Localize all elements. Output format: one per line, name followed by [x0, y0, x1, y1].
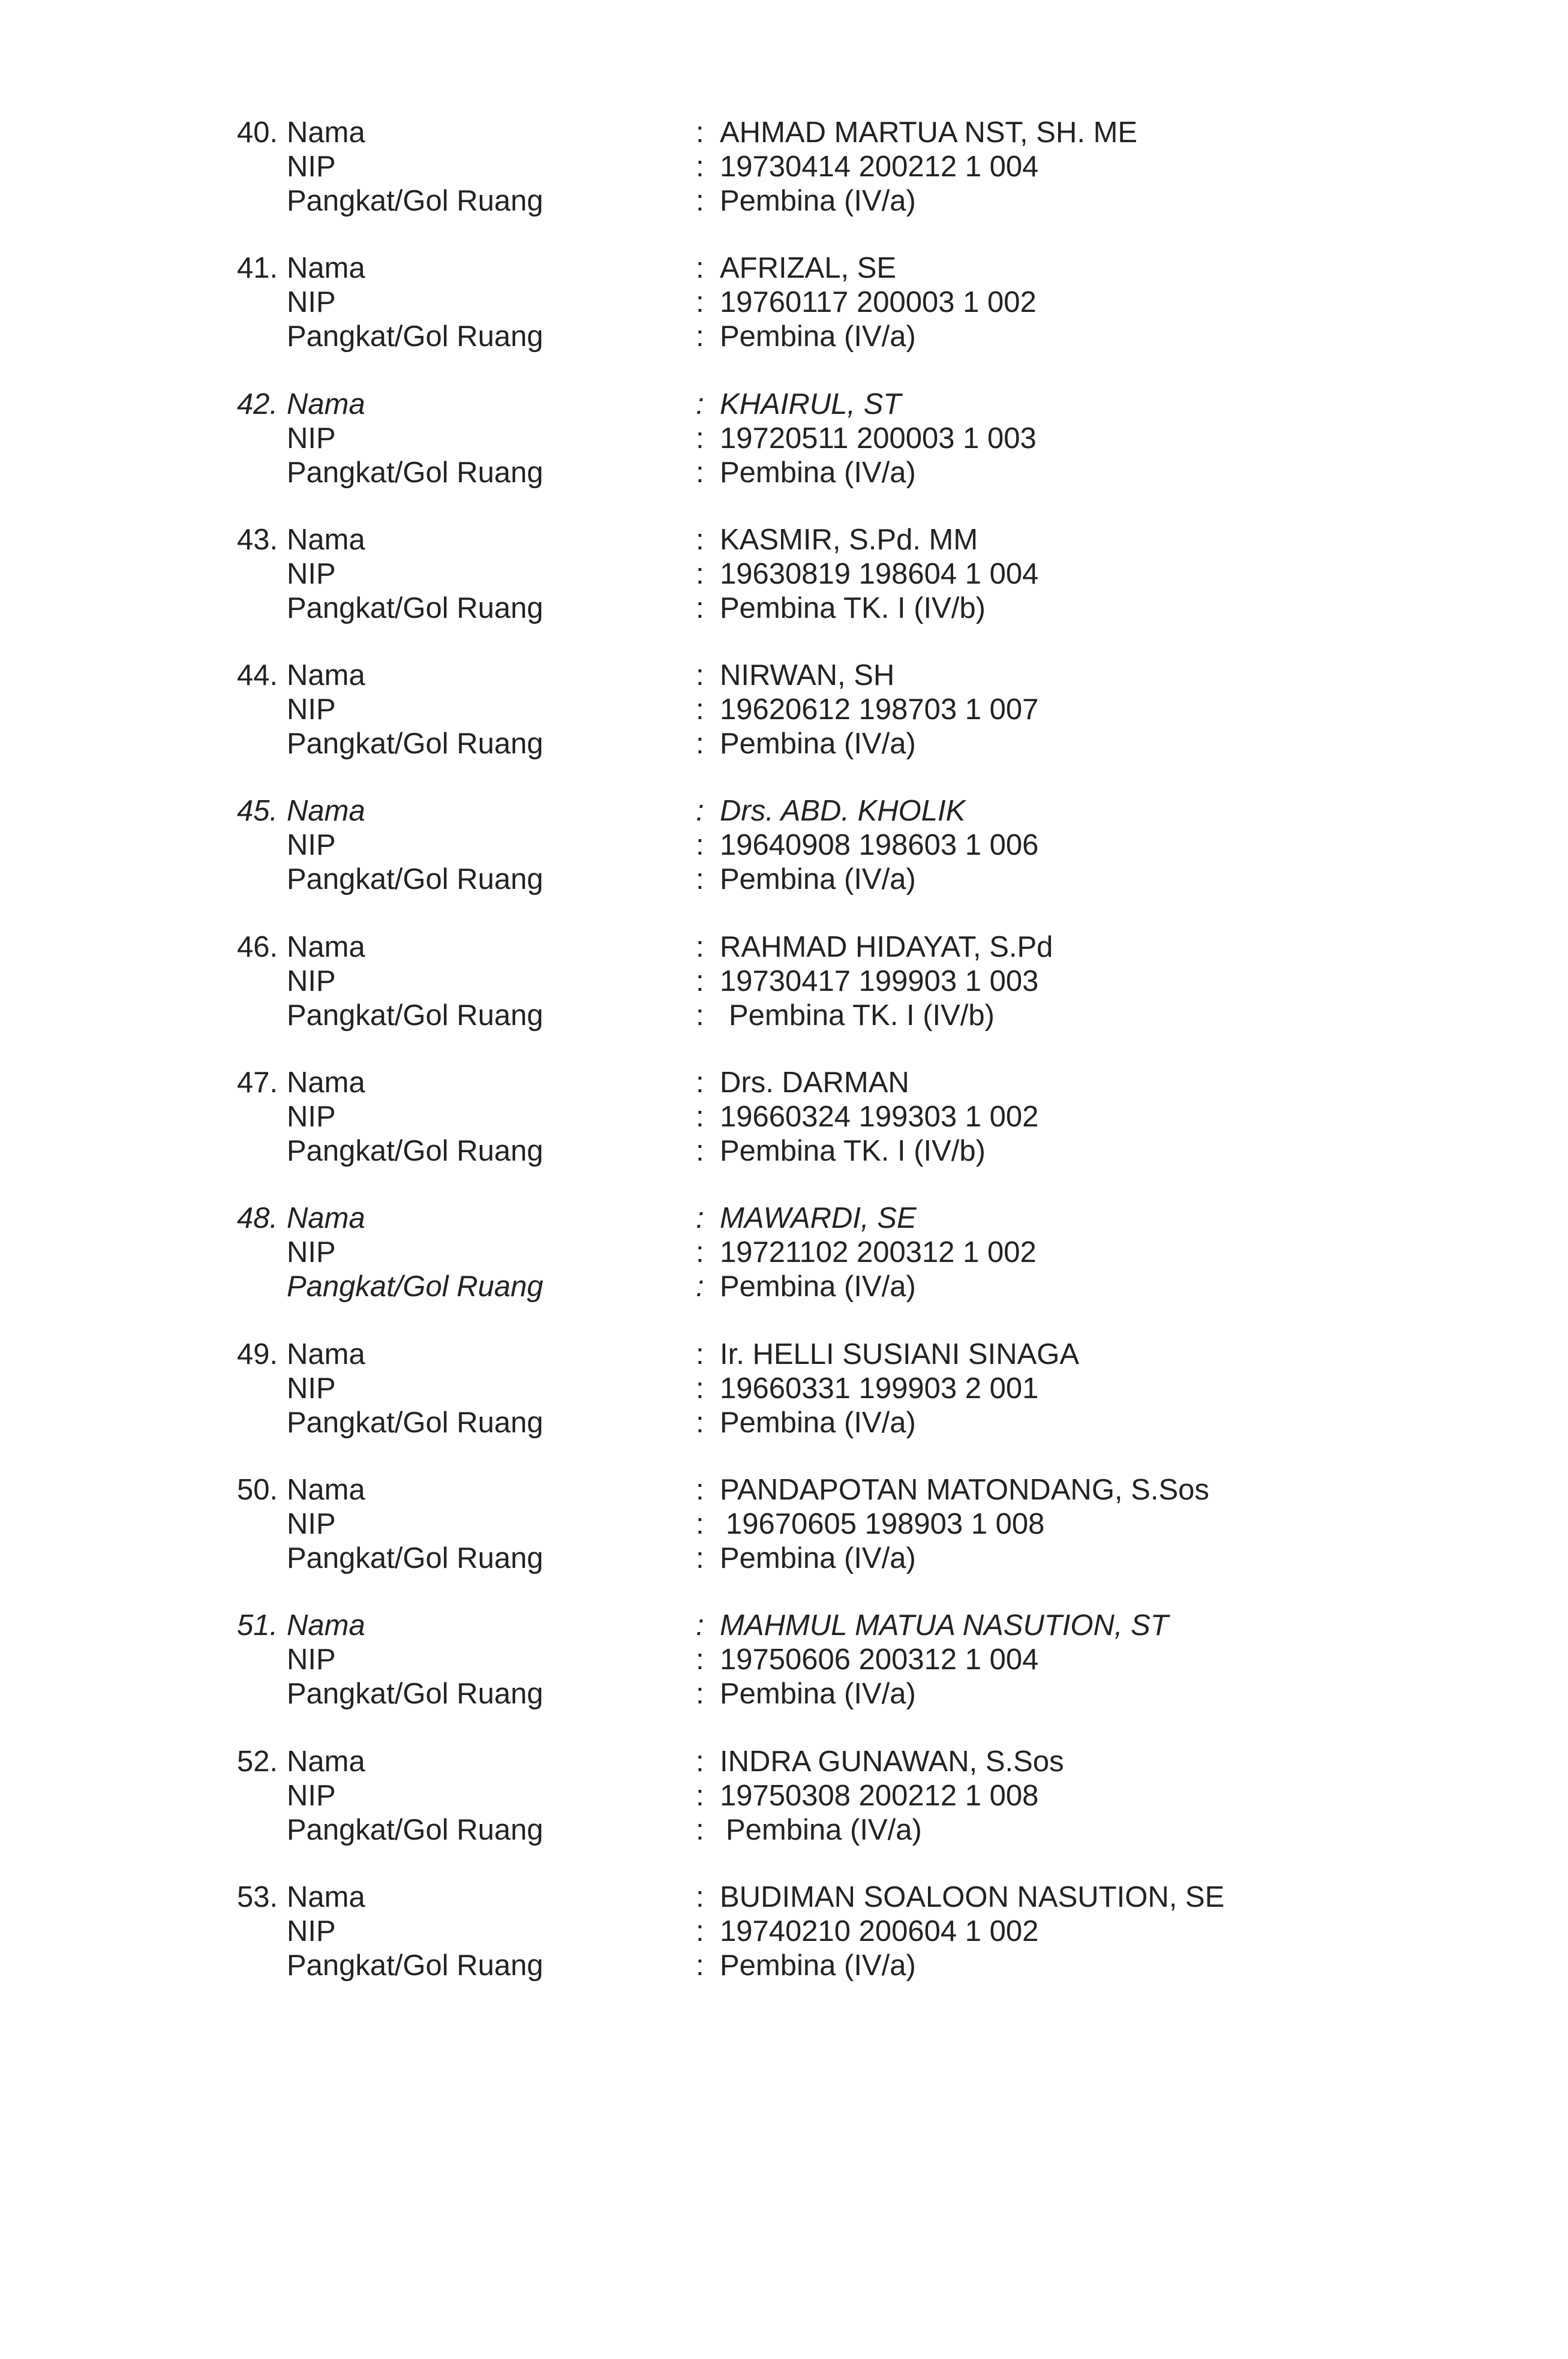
rank-value: Pembina (IV/a) — [720, 185, 916, 217]
name-value: AFRIZAL, SE — [720, 252, 897, 285]
colon: : — [696, 930, 704, 963]
entry-number: 46. — [237, 930, 278, 963]
colon: : — [696, 1915, 704, 1948]
nip-row — [237, 422, 1317, 456]
rank-value: Pembina (IV/a) — [720, 1678, 916, 1711]
rank-label: Pangkat/Gol Ruang — [287, 320, 543, 353]
colon: : — [696, 659, 704, 692]
nip-label: NIP — [287, 964, 336, 997]
colon: : — [696, 1372, 704, 1405]
employee-entry — [237, 1473, 1317, 1609]
rank-label: Pangkat/Gol Ruang — [287, 1135, 543, 1168]
colon: : — [696, 286, 704, 319]
employee-list — [237, 116, 1317, 2016]
colon: : — [696, 1338, 704, 1371]
nip-row — [237, 1643, 1317, 1677]
name-value: RAHMAD HIDAYAT, S.Pd — [720, 930, 1053, 963]
nip-label: NIP — [287, 557, 336, 590]
colon: : — [696, 1745, 704, 1778]
colon: : — [696, 1779, 704, 1812]
entry-number: 50. — [237, 1473, 278, 1506]
employee-entry — [237, 659, 1317, 794]
employee-entry — [237, 1066, 1317, 1201]
name-row — [237, 930, 1317, 964]
name-row — [237, 1338, 1317, 1372]
colon: : — [696, 1236, 704, 1269]
colon: : — [696, 728, 704, 761]
nip-row — [237, 557, 1317, 591]
rank-row — [237, 1270, 1317, 1304]
entry-number: 51. — [237, 1609, 278, 1642]
name-value: AHMAD MARTUA NST, SH. ME — [720, 116, 1138, 149]
colon: : — [696, 320, 704, 353]
name-value: NIRWAN, SH — [720, 659, 895, 692]
name-value: BUDIMAN SOALOON NASUTION, SE — [720, 1880, 1225, 1913]
rank-row — [237, 591, 1317, 626]
rank-row — [237, 863, 1317, 897]
name-row — [237, 523, 1317, 557]
rank-value: Pembina TK. I (IV/b) — [720, 591, 986, 624]
name-label: Nama — [287, 659, 365, 692]
rank-value: Pembina (IV/a) — [720, 456, 916, 489]
name-row — [237, 1201, 1317, 1236]
rank-row — [237, 320, 1317, 354]
rank-row — [237, 1541, 1317, 1576]
nip-label: NIP — [287, 151, 336, 183]
name-row — [237, 116, 1317, 150]
name-label: Nama — [287, 795, 365, 828]
nip-row — [237, 1372, 1317, 1406]
name-label: Nama — [287, 387, 365, 420]
nip-row — [237, 1507, 1317, 1541]
employee-entry — [237, 387, 1317, 523]
name-label: Nama — [287, 930, 365, 963]
colon: : — [696, 523, 704, 556]
name-value: MAWARDI, SE — [720, 1202, 917, 1235]
employee-entry — [237, 1745, 1317, 1880]
colon: : — [696, 252, 704, 285]
nip-value: 19640908 198603 1 006 — [720, 829, 1039, 862]
name-value: Drs. ABD. KHOLIK — [720, 795, 966, 828]
colon: : — [696, 863, 704, 896]
colon: : — [696, 829, 704, 862]
name-row — [237, 794, 1317, 828]
entry-number: 52. — [237, 1745, 278, 1778]
nip-value: 19740210 200604 1 002 — [720, 1915, 1039, 1948]
name-value: INDRA GUNAWAN, S.Sos — [720, 1745, 1064, 1778]
nip-label: NIP — [287, 1643, 336, 1676]
nip-label: NIP — [287, 1372, 336, 1405]
nip-value: 19750606 200312 1 004 — [720, 1643, 1039, 1676]
nip-label: NIP — [287, 422, 336, 455]
rank-value: Pembina (IV/a) — [720, 1406, 916, 1439]
name-row — [237, 251, 1317, 286]
colon: : — [696, 1135, 704, 1168]
rank-value: Pembina (IV/a) — [726, 1813, 922, 1846]
employee-entry — [237, 794, 1317, 930]
rank-label: Pangkat/Gol Ruang — [287, 863, 543, 896]
colon: : — [696, 1202, 704, 1235]
nip-row — [237, 1236, 1317, 1270]
entry-number: 47. — [237, 1066, 278, 1099]
name-row — [237, 387, 1317, 422]
colon: : — [696, 387, 704, 420]
rank-row — [237, 1134, 1317, 1168]
nip-value: 19660324 199303 1 002 — [720, 1101, 1039, 1134]
colon: : — [696, 1609, 704, 1642]
nip-value: 19721102 200312 1 002 — [720, 1236, 1037, 1269]
colon: : — [696, 1473, 704, 1506]
rank-label: Pangkat/Gol Ruang — [287, 1270, 543, 1303]
nip-row — [237, 1100, 1317, 1134]
rank-value: Pembina (IV/a) — [720, 1541, 916, 1574]
colon: : — [696, 1643, 704, 1676]
colon: : — [696, 1678, 704, 1711]
nip-value: 19660331 199903 2 001 — [720, 1372, 1039, 1405]
rank-value: Pembina (IV/a) — [720, 728, 916, 761]
name-label: Nama — [287, 1880, 365, 1913]
nip-label: NIP — [287, 693, 336, 726]
name-label: Nama — [287, 1745, 365, 1778]
colon: : — [696, 1406, 704, 1439]
colon: : — [696, 1949, 704, 1982]
employee-entry — [237, 930, 1317, 1066]
employee-entry — [237, 523, 1317, 659]
nip-row — [237, 693, 1317, 727]
rank-label: Pangkat/Gol Ruang — [287, 999, 543, 1032]
nip-label: NIP — [287, 1101, 336, 1134]
name-value: KASMIR, S.Pd. MM — [720, 523, 978, 556]
name-row — [237, 1609, 1317, 1643]
employee-entry — [237, 1609, 1317, 1744]
nip-label: NIP — [287, 1779, 336, 1812]
nip-label: NIP — [287, 829, 336, 862]
colon: : — [696, 116, 704, 149]
nip-value: 19630819 198604 1 004 — [720, 557, 1039, 590]
entry-number: 42. — [237, 387, 278, 420]
entry-number: 48. — [237, 1202, 278, 1235]
colon: : — [696, 693, 704, 726]
colon: : — [696, 422, 704, 455]
name-label: Nama — [287, 523, 365, 556]
name-label: Nama — [287, 1066, 365, 1099]
employee-entry — [237, 1880, 1317, 2016]
rank-label: Pangkat/Gol Ruang — [287, 1678, 543, 1711]
rank-row — [237, 1813, 1317, 1847]
nip-value: 19620612 198703 1 007 — [720, 693, 1039, 726]
name-value: KHAIRUL, ST — [720, 387, 902, 420]
entry-number: 43. — [237, 523, 278, 556]
colon: : — [696, 1813, 704, 1846]
employee-entry — [237, 251, 1317, 387]
nip-value: 19730417 199903 1 003 — [720, 964, 1039, 997]
name-label: Nama — [287, 252, 365, 285]
colon: : — [696, 151, 704, 183]
name-row — [237, 1473, 1317, 1507]
nip-value: 19730414 200212 1 004 — [720, 151, 1039, 183]
rank-label: Pangkat/Gol Ruang — [287, 185, 543, 217]
name-value: PANDAPOTAN MATONDANG, S.Sos — [720, 1473, 1209, 1506]
rank-row — [237, 184, 1317, 218]
nip-value: 19720511 200003 1 003 — [720, 422, 1037, 455]
colon: : — [696, 795, 704, 828]
rank-row — [237, 727, 1317, 761]
rank-label: Pangkat/Gol Ruang — [287, 591, 543, 624]
name-value: Ir. HELLI SUSIANI SINAGA — [720, 1338, 1080, 1371]
nip-label: NIP — [287, 1915, 336, 1948]
colon: : — [696, 964, 704, 997]
colon: : — [696, 557, 704, 590]
rank-value: Pembina (IV/a) — [720, 320, 916, 353]
nip-value: 19750308 200212 1 008 — [720, 1779, 1039, 1812]
nip-row — [237, 964, 1317, 999]
nip-row — [237, 286, 1317, 320]
rank-value: Pembina TK. I (IV/b) — [729, 999, 995, 1032]
rank-row — [237, 456, 1317, 490]
nip-label: NIP — [287, 1507, 336, 1540]
rank-label: Pangkat/Gol Ruang — [287, 1813, 543, 1846]
rank-row — [237, 1406, 1317, 1440]
nip-row — [237, 1915, 1317, 1949]
entry-number: 45. — [237, 795, 278, 828]
colon: : — [696, 456, 704, 489]
nip-label: NIP — [287, 286, 336, 319]
colon: : — [696, 1541, 704, 1574]
name-label: Nama — [287, 1609, 365, 1642]
name-label: Nama — [287, 1338, 365, 1371]
rank-row — [237, 999, 1317, 1033]
rank-label: Pangkat/Gol Ruang — [287, 1541, 543, 1574]
name-row — [237, 659, 1317, 693]
colon: : — [696, 1101, 704, 1134]
colon: : — [696, 185, 704, 217]
rank-value: Pembina TK. I (IV/b) — [720, 1135, 986, 1168]
employee-entry — [237, 116, 1317, 251]
rank-label: Pangkat/Gol Ruang — [287, 1949, 543, 1982]
name-row — [237, 1066, 1317, 1100]
colon: : — [696, 1066, 704, 1099]
nip-row — [237, 1779, 1317, 1813]
entry-number: 49. — [237, 1338, 278, 1371]
name-value: MAHMUL MATUA NASUTION, ST — [720, 1609, 1169, 1642]
rank-value: Pembina (IV/a) — [720, 863, 916, 896]
entry-number: 53. — [237, 1880, 278, 1913]
rank-value: Pembina (IV/a) — [720, 1270, 916, 1303]
name-row — [237, 1745, 1317, 1779]
nip-label: NIP — [287, 1236, 336, 1269]
colon: : — [696, 1507, 704, 1540]
rank-label: Pangkat/Gol Ruang — [287, 728, 543, 761]
name-label: Nama — [287, 1473, 365, 1506]
name-value: Drs. DARMAN — [720, 1066, 909, 1099]
nip-value: 19670605 198903 1 008 — [726, 1507, 1045, 1540]
name-row — [237, 1880, 1317, 1915]
rank-label: Pangkat/Gol Ruang — [287, 1406, 543, 1439]
name-label: Nama — [287, 1202, 365, 1235]
entry-number: 44. — [237, 659, 278, 692]
entry-number: 40. — [237, 116, 278, 149]
rank-row — [237, 1949, 1317, 1983]
entry-number: 41. — [237, 252, 278, 285]
nip-value: 19760117 200003 1 002 — [720, 286, 1037, 319]
rank-row — [237, 1677, 1317, 1711]
nip-row — [237, 150, 1317, 184]
colon: : — [696, 591, 704, 624]
employee-entry — [237, 1201, 1317, 1337]
colon: : — [696, 1880, 704, 1913]
colon: : — [696, 1270, 704, 1303]
employee-entry — [237, 1338, 1317, 1473]
nip-row — [237, 828, 1317, 863]
name-label: Nama — [287, 116, 365, 149]
rank-value: Pembina (IV/a) — [720, 1949, 916, 1982]
colon: : — [696, 999, 704, 1032]
rank-label: Pangkat/Gol Ruang — [287, 456, 543, 489]
